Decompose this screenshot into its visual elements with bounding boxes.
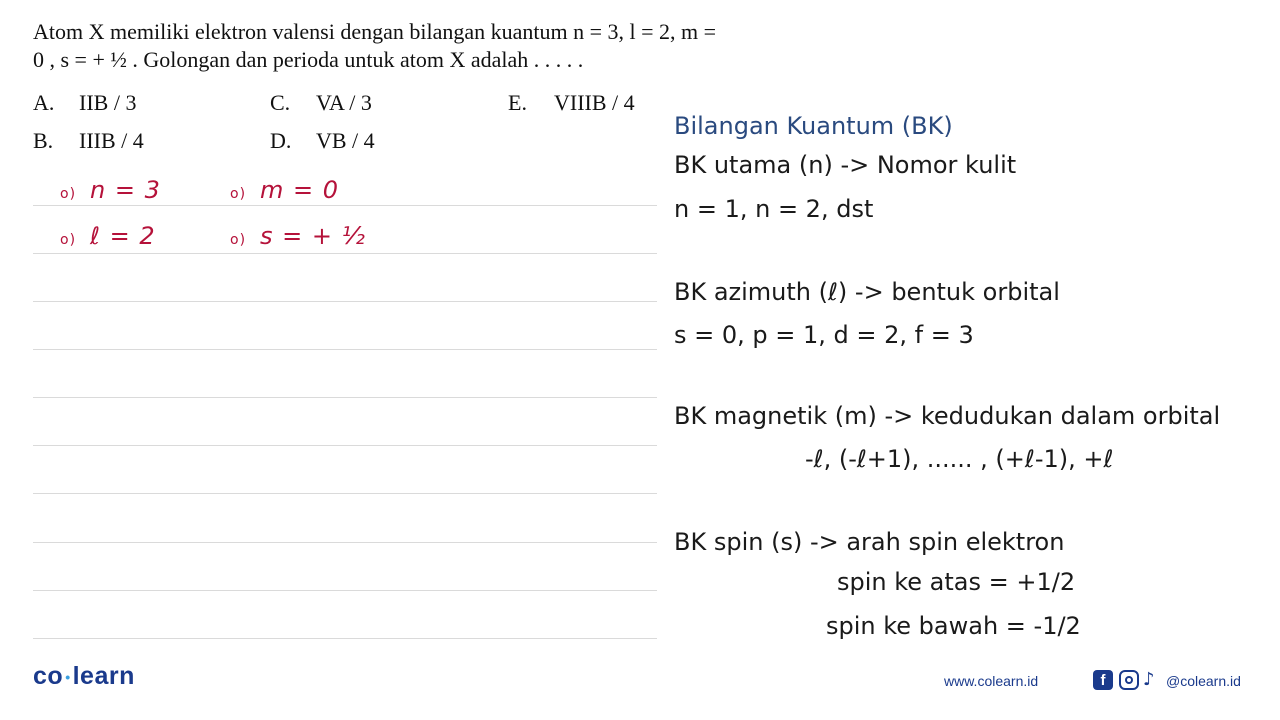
footer-handle[interactable]: @colearn.id — [1166, 673, 1241, 689]
option-b — [33, 128, 144, 154]
facebook-icon[interactable]: f — [1093, 670, 1113, 690]
option-text: IIIB / 4 — [79, 128, 144, 153]
tiktok-icon[interactable]: ♪ — [1143, 669, 1155, 690]
ruled-line — [33, 253, 657, 254]
option-letter: C. — [270, 90, 291, 115]
bullet-icon: o) — [230, 232, 247, 248]
handwritten-n-value: n = 3 — [90, 176, 161, 204]
bullet-icon: o) — [60, 186, 77, 202]
notes-utama: BK utama (n) -> Nomor kulit — [674, 151, 1017, 179]
notes-spin-down: spin ke bawah = -1/2 — [826, 612, 1081, 640]
option-letter: A. — [33, 90, 55, 115]
notes-magnetik: BK magnetik (m) -> kedudukan dalam orbital — [674, 402, 1221, 430]
option-text: VA / 3 — [316, 90, 372, 115]
notes-title: Bilangan Kuantum (BK) — [674, 112, 953, 140]
notes-azimuth-values: s = 0, p = 1, d = 2, f = 3 — [674, 321, 974, 349]
ruled-line — [33, 493, 657, 494]
handwritten-m — [230, 176, 339, 204]
notes-azimuth: BK azimuth (ℓ) -> bentuk orbital — [674, 278, 1060, 306]
notes-magnetik-values: -ℓ, (-ℓ+1), ...... , (+ℓ-1), +ℓ — [805, 445, 1114, 473]
question-text — [33, 18, 863, 74]
notes-spin-up: spin ke atas = +1/2 — [837, 568, 1076, 596]
ruled-line — [33, 349, 657, 350]
logo-learn: learn — [72, 662, 135, 690]
handwritten-m-value: m = 0 — [260, 176, 340, 204]
ruled-line — [33, 205, 657, 206]
option-text: IIB / 3 — [79, 90, 137, 115]
handwritten-l — [60, 222, 156, 250]
handwritten-l-value: ℓ = 2 — [90, 222, 156, 250]
bullet-icon: o) — [60, 232, 77, 248]
option-letter: D. — [270, 128, 292, 153]
footer-url[interactable]: www.colearn.id — [944, 673, 1039, 689]
notes-spin: BK spin (s) -> arah spin elektron — [674, 528, 1065, 556]
option-a — [33, 90, 136, 116]
colearn-logo — [33, 662, 135, 691]
option-text: VIIIB / 4 — [554, 90, 635, 115]
ruled-line — [33, 397, 657, 398]
ruled-line — [33, 542, 657, 543]
ruled-line — [33, 445, 657, 446]
option-d — [270, 128, 375, 154]
question-line-1: Atom X memiliki elektron valensi dengan bilangan kuantum n = 3, l = 2, m = — [33, 19, 717, 44]
question-line-2: 0 , s = + ½ . Golongan dan perioda untuk atom X adalah . . . . . — [33, 47, 584, 72]
option-letter: E. — [508, 90, 527, 115]
bullet-icon: o) — [230, 186, 247, 202]
instagram-icon[interactable] — [1119, 670, 1139, 690]
option-text: VB / 4 — [316, 128, 375, 153]
ruled-line — [33, 638, 657, 639]
option-c — [270, 90, 372, 116]
logo-dot-icon: • — [65, 669, 71, 686]
handwritten-s-value: s = + ½ — [260, 222, 366, 250]
ruled-line — [33, 590, 657, 591]
handwritten-s — [230, 222, 366, 250]
notes-utama-values: n = 1, n = 2, dst — [674, 195, 874, 223]
handwritten-n — [60, 176, 161, 204]
option-e — [508, 90, 635, 116]
option-letter: B. — [33, 128, 54, 153]
logo-co: co — [33, 662, 64, 690]
ruled-line — [33, 301, 657, 302]
